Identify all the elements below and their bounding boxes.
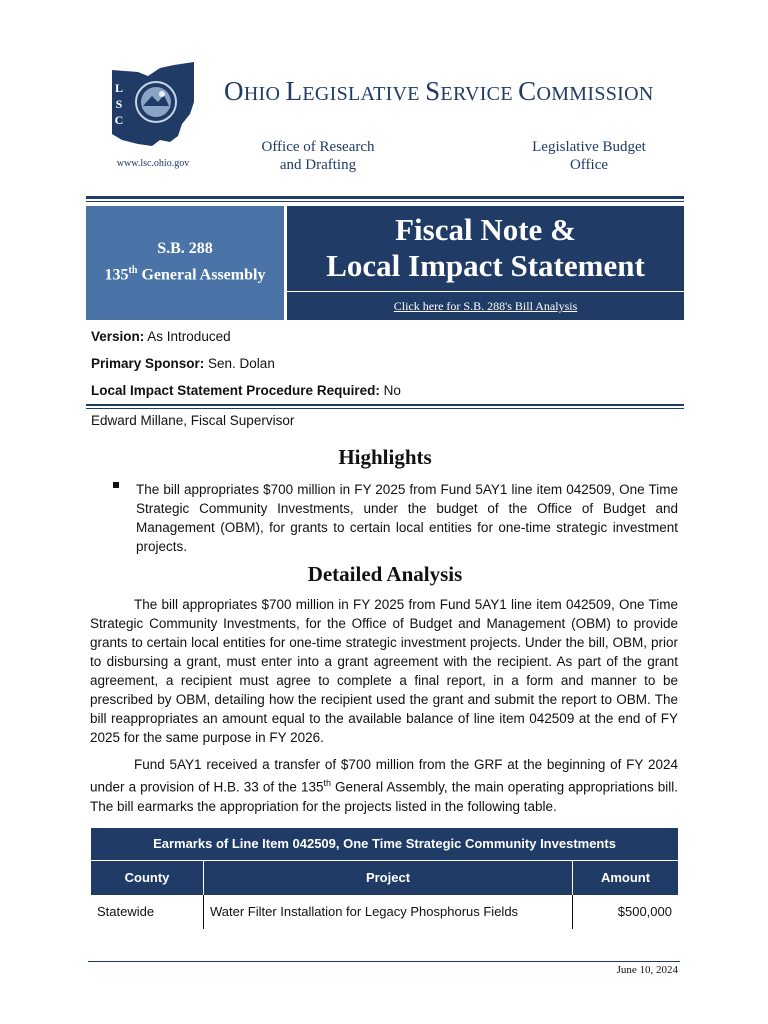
detailed-analysis-heading: Detailed Analysis <box>307 562 463 586</box>
header-divider <box>86 196 684 199</box>
analysis-paragraph-1-text: The bill appropriates $700 million in FY 2025 from Fund 5AY1 line item 042509, One Time Strategic Community Investments, for the Office of Budget and Management (OBM) to provide grants to certain local entities for one-time strategic investment projects. Under the bill, OBM, prior to disbursing a grant, must enter into a grant agreement with the recipient. As part of the grant agreement, a recipient must agree to complete a final report, in a form and manner to be prescribed by OBM, detailing how the recipient used the grant and submit the report to OBM. The bill reappropriates an amount equal to the available balance of line item 042509 at the end of FY 2025 for the same purpose in FY 2026. <box>90 597 678 745</box>
org-title-cap-o: O <box>224 76 244 106</box>
lis-line <box>91 383 401 398</box>
office-legislative-budget <box>508 138 670 174</box>
column-header-county: County <box>124 870 170 885</box>
org-title-cap-l: L <box>285 76 303 106</box>
para2-text-a: Fund 5AY1 received a transfer of $700 million from the GRF at the beginning of FY 2024 under a provision of H.B. 33 of the 135 <box>90 757 678 795</box>
footer-date: June 10, 2024 <box>616 964 678 976</box>
para2-sup: th <box>323 778 332 788</box>
document-title-panel <box>287 206 684 291</box>
table-title: Earmarks of Line Item 042509, One Time Strategic Community Investments <box>91 828 678 860</box>
para2-text-b: General Assembly, the main operating appropriations bill. The bill earmarks the appropriation for the projects listed in the following table. <box>90 779 679 814</box>
logo-letter-l: L <box>114 81 123 95</box>
logo-letters <box>112 80 126 128</box>
org-title-rest-c: OMMISSION <box>536 83 654 105</box>
org-title-rest-o: HIO <box>243 83 286 105</box>
logo-letter-c: C <box>114 113 124 127</box>
logo-letter-s: S <box>115 97 123 111</box>
meta-divider-thin <box>86 408 684 409</box>
cell-project: Water Filter Installation for Legacy Phosphorus Fields <box>203 895 573 929</box>
bullet-icon <box>113 482 119 488</box>
header-divider-thin <box>86 201 684 202</box>
document-title-line1: Fiscal Note & <box>395 212 576 247</box>
lis-label: Local Impact Statement Procedure Required: <box>91 383 380 398</box>
analysis-paragraph-1 <box>90 595 678 747</box>
author-line: Edward Millane, Fiscal Supervisor <box>91 413 295 428</box>
organization-title <box>224 76 654 107</box>
lis-value: No <box>379 383 401 398</box>
cell-county: Statewide <box>97 904 155 919</box>
website-url[interactable]: www.lsc.ohio.gov <box>116 158 190 169</box>
office-right-line2: Office <box>569 157 609 173</box>
document-title-line2: Local Impact Statement <box>326 248 645 283</box>
assembly-suffix: th <box>128 265 138 276</box>
bill-analysis-link[interactable]: Click here for S.B. 288's Bill Analysis <box>393 299 578 313</box>
highlight-bullet: The bill appropriates $700 million in FY 2025 from Fund 5AY1 line item 042509, One Time Strategic Community Investments, under the budget of the Office of Budget and Management (OBM), for grants to certain local entities for one-time strategic investment projects. <box>136 482 678 554</box>
version-value: As Introduced <box>144 329 231 344</box>
org-title-rest-l: EGISLATIVE <box>302 83 426 105</box>
version-label: Version: <box>91 329 145 344</box>
highlights-heading: Highlights <box>338 445 432 469</box>
analysis-paragraph-2 <box>90 755 678 816</box>
office-research-drafting <box>240 138 396 174</box>
column-header-amount: Amount <box>600 870 651 885</box>
table-row <box>91 895 678 929</box>
assembly-text: General Assembly <box>137 266 266 284</box>
bill-number: S.B. 288 <box>157 240 213 257</box>
general-assembly <box>86 265 284 284</box>
org-title-rest-s: ERVICE <box>440 83 519 105</box>
table-header-row <box>91 860 678 895</box>
cell-amount: $500,000 <box>617 904 672 919</box>
org-title-cap-c: C <box>518 76 537 106</box>
bill-identifier-panel <box>86 206 284 320</box>
footer-divider <box>88 961 680 962</box>
sponsor-label: Primary Sponsor: <box>91 356 205 371</box>
version-line <box>91 329 231 344</box>
office-left-line2: and Drafting <box>279 157 357 173</box>
earmarks-table <box>91 828 678 929</box>
sponsor-value: Sen. Dolan <box>204 356 275 371</box>
meta-divider <box>86 404 684 406</box>
org-title-cap-s: S <box>425 76 441 106</box>
bill-analysis-link-bar <box>287 292 684 320</box>
column-header-project: Project <box>203 861 573 895</box>
sponsor-line <box>91 356 275 371</box>
office-left-line1: Office of Research <box>261 139 375 155</box>
assembly-number: 135 <box>104 266 129 284</box>
office-right-line1: Legislative Budget <box>532 139 646 155</box>
